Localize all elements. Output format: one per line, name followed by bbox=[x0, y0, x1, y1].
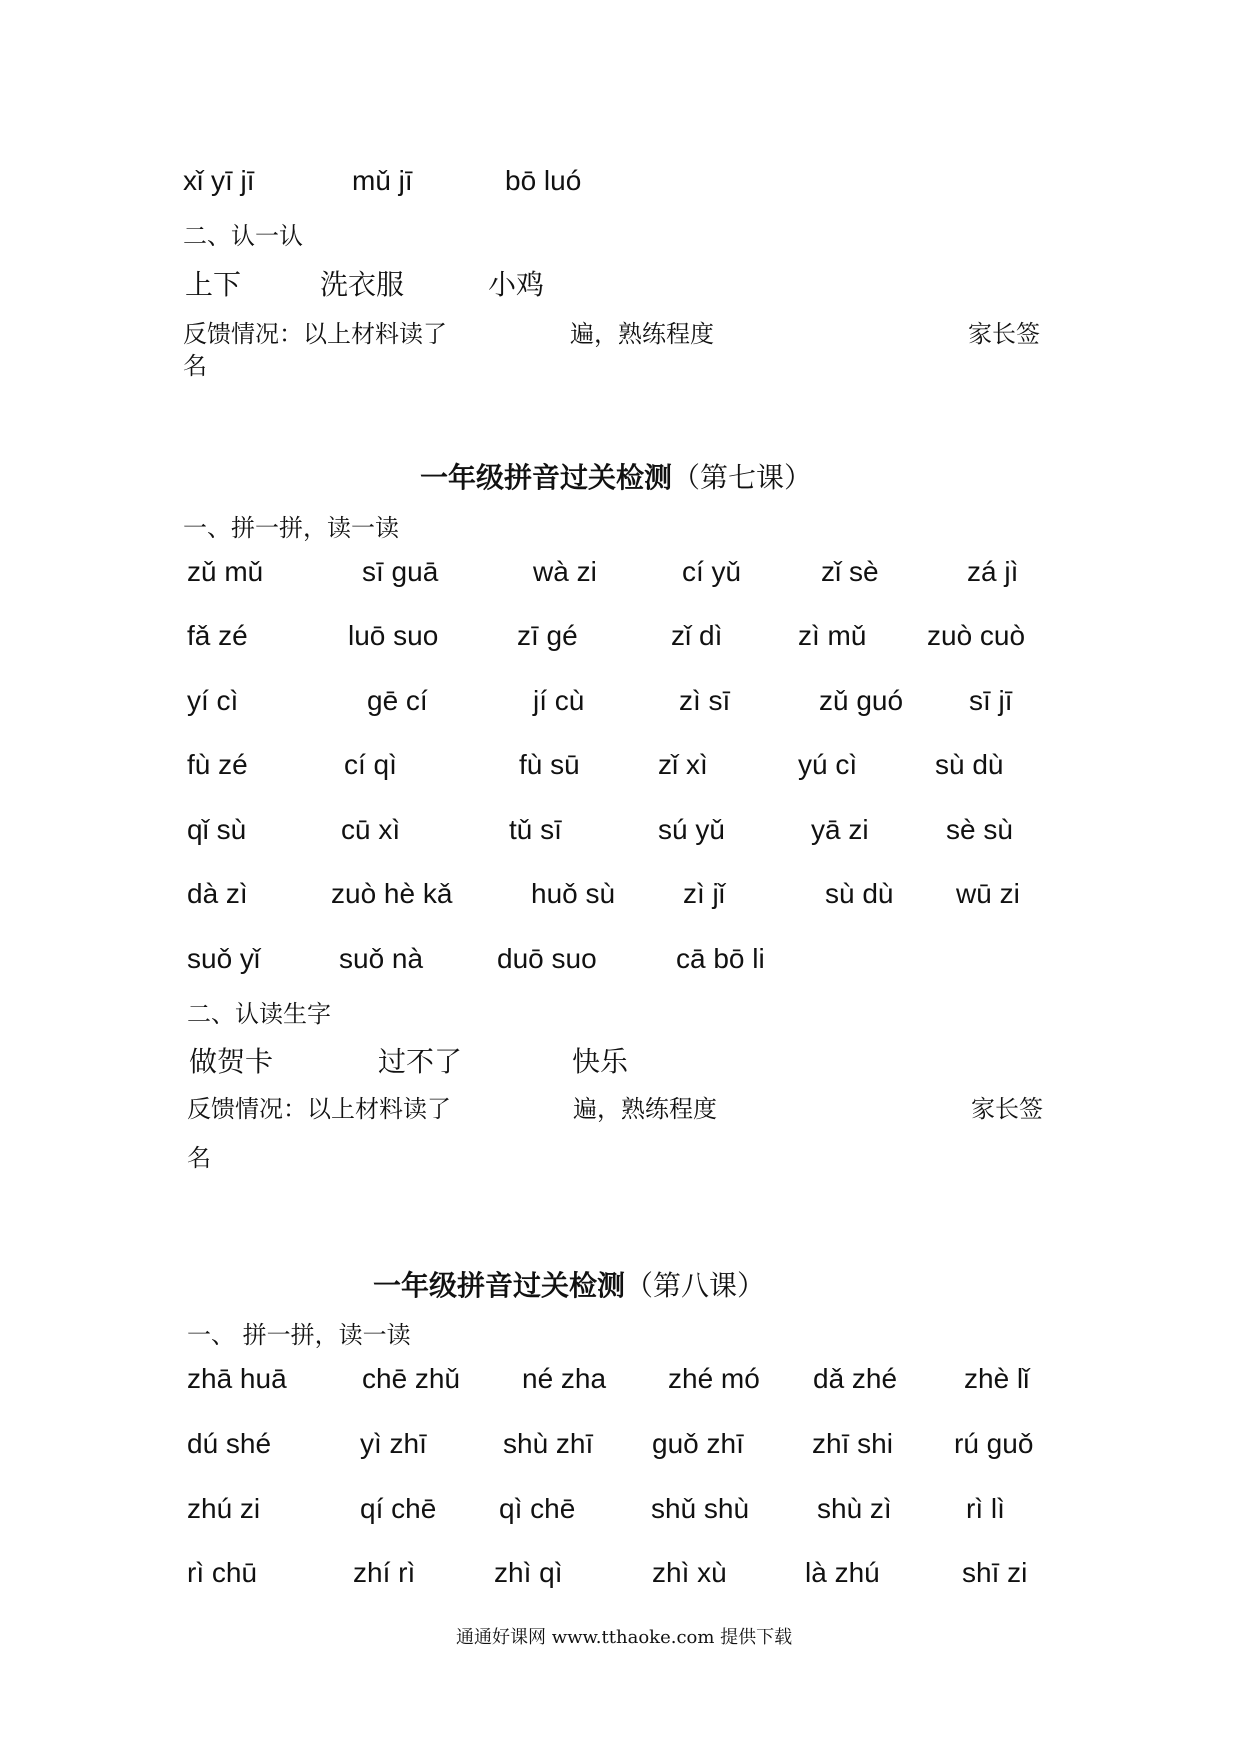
pinyin-word: zá jì bbox=[967, 556, 1019, 587]
pinyin-word: fǎ zé bbox=[187, 620, 248, 651]
pinyin-word: shù zì bbox=[817, 1493, 892, 1524]
pinyin-word: yú cì bbox=[798, 749, 858, 780]
feedback-sign-cont: 名 bbox=[183, 352, 207, 380]
pinyin-word: sù dù bbox=[825, 878, 894, 909]
pinyin-word: xǐ yī jī bbox=[183, 165, 255, 196]
page-footer: 通通好课网 www.tthaoke.com 提供下载 bbox=[456, 1627, 793, 1648]
pinyin-word: yí cì bbox=[187, 685, 239, 716]
feedback-prefix: 反馈情况：以上材料读了 bbox=[187, 1095, 451, 1123]
pinyin-word: suǒ nà bbox=[339, 943, 424, 974]
page-title bbox=[420, 456, 812, 496]
feedback-prefix: 反馈情况：以上材料读了 bbox=[183, 320, 447, 348]
pinyin-word: guǒ zhī bbox=[652, 1428, 744, 1459]
chinese-word: 做贺卡 bbox=[189, 1045, 274, 1078]
pinyin-word: rú guǒ bbox=[954, 1428, 1034, 1459]
pinyin-word: qí chē bbox=[360, 1493, 437, 1524]
pinyin-word: dú shé bbox=[187, 1428, 272, 1459]
chinese-word: 小鸡 bbox=[488, 268, 545, 301]
pinyin-word: rì chū bbox=[187, 1557, 258, 1588]
pinyin-word: dǎ zhé bbox=[813, 1363, 898, 1394]
pinyin-word: zì sī bbox=[679, 685, 731, 716]
pinyin-word: sú yǔ bbox=[658, 814, 725, 845]
pinyin-word: cí yǔ bbox=[682, 556, 742, 587]
pinyin-word: fù zé bbox=[187, 749, 248, 780]
page-title bbox=[373, 1264, 765, 1304]
pinyin-word: jí cù bbox=[533, 685, 585, 716]
pinyin-word: zuò cuò bbox=[927, 620, 1026, 651]
feedback-middle: 遍，熟练程度 bbox=[570, 320, 714, 348]
pinyin-word: wà zi bbox=[533, 556, 597, 587]
pinyin-word: sī jī bbox=[969, 685, 1013, 716]
pinyin-word: zhí rì bbox=[353, 1557, 416, 1588]
pinyin-word: sī guā bbox=[362, 556, 439, 587]
pinyin-word: zì jǐ bbox=[683, 878, 725, 909]
pinyin-word: chē zhǔ bbox=[362, 1363, 461, 1394]
section-heading: 二、认读生字 bbox=[187, 1000, 331, 1028]
pinyin-word: duō suo bbox=[497, 943, 597, 974]
pinyin-word: zhé mó bbox=[668, 1363, 760, 1394]
pinyin-word: dà zì bbox=[187, 878, 248, 909]
chinese-word: 过不了 bbox=[378, 1045, 463, 1078]
feedback-middle: 遍，熟练程度 bbox=[573, 1095, 717, 1123]
pinyin-word: bō luó bbox=[505, 165, 582, 196]
pinyin-word: gē cí bbox=[367, 685, 428, 716]
chinese-word: 洗衣服 bbox=[320, 268, 405, 301]
pinyin-word: zhè lǐ bbox=[964, 1363, 1030, 1394]
feedback-sign: 家长签 bbox=[968, 320, 1040, 348]
pinyin-word: cū xì bbox=[341, 814, 401, 845]
feedback-sign-cont: 名 bbox=[187, 1144, 211, 1172]
pinyin-word: zhì qì bbox=[494, 1557, 563, 1588]
pinyin-word: mǔ jī bbox=[352, 165, 413, 196]
chinese-word: 快乐 bbox=[572, 1045, 629, 1078]
pinyin-word: cā bō li bbox=[676, 943, 765, 974]
chinese-word: 上下 bbox=[185, 268, 242, 301]
section-heading: 二、认一认 bbox=[183, 222, 303, 250]
pinyin-word: zhī shi bbox=[812, 1428, 893, 1459]
section-heading: 一、拼一拼，读一读 bbox=[183, 514, 399, 542]
title-text: 一年级拼音过关检测 bbox=[373, 1269, 626, 1302]
pinyin-word: sè sù bbox=[946, 814, 1013, 845]
pinyin-word: zǔ mǔ bbox=[187, 556, 264, 587]
pinyin-word: tǔ sī bbox=[509, 814, 562, 845]
pinyin-word: shù zhī bbox=[503, 1428, 594, 1459]
pinyin-word: wū zi bbox=[956, 878, 1020, 909]
title-text: 一年级拼音过关检测 bbox=[420, 461, 673, 494]
pinyin-word: yì zhī bbox=[360, 1428, 427, 1459]
pinyin-word: zǐ xì bbox=[658, 749, 708, 780]
pinyin-word: rì lì bbox=[966, 1493, 1005, 1524]
pinyin-word: qì chē bbox=[499, 1493, 576, 1524]
pinyin-word: luō suo bbox=[348, 620, 439, 651]
pinyin-word: zī gé bbox=[517, 620, 578, 651]
pinyin-word: cí qì bbox=[344, 749, 397, 780]
pinyin-word: sù dù bbox=[935, 749, 1004, 780]
pinyin-word: zì mǔ bbox=[798, 620, 867, 651]
pinyin-word: zuò hè kǎ bbox=[331, 878, 453, 909]
lesson-number: （第七课） bbox=[672, 461, 813, 494]
feedback-sign: 家长签 bbox=[971, 1095, 1043, 1123]
pinyin-word: qǐ sù bbox=[187, 814, 247, 845]
pinyin-word: zǐ dì bbox=[671, 620, 723, 651]
pinyin-word: zhā huā bbox=[187, 1363, 287, 1394]
pinyin-word: suǒ yǐ bbox=[187, 943, 261, 974]
section-heading: 一、 拼一拼，读一读 bbox=[187, 1321, 411, 1349]
lesson-number: （第八课） bbox=[625, 1269, 766, 1302]
pinyin-word: huǒ sù bbox=[531, 878, 616, 909]
pinyin-word: fù sū bbox=[519, 749, 580, 780]
pinyin-word: shī zi bbox=[962, 1557, 1028, 1588]
pinyin-word: né zha bbox=[522, 1363, 607, 1394]
pinyin-word: zǔ guó bbox=[819, 685, 904, 716]
pinyin-word: zhú zi bbox=[187, 1493, 261, 1524]
pinyin-word: shǔ shù bbox=[651, 1493, 750, 1524]
pinyin-word: là zhú bbox=[805, 1557, 880, 1588]
pinyin-word: zhì xù bbox=[652, 1557, 727, 1588]
pinyin-word: zǐ sè bbox=[821, 556, 879, 587]
pinyin-word: yā zi bbox=[811, 814, 869, 845]
